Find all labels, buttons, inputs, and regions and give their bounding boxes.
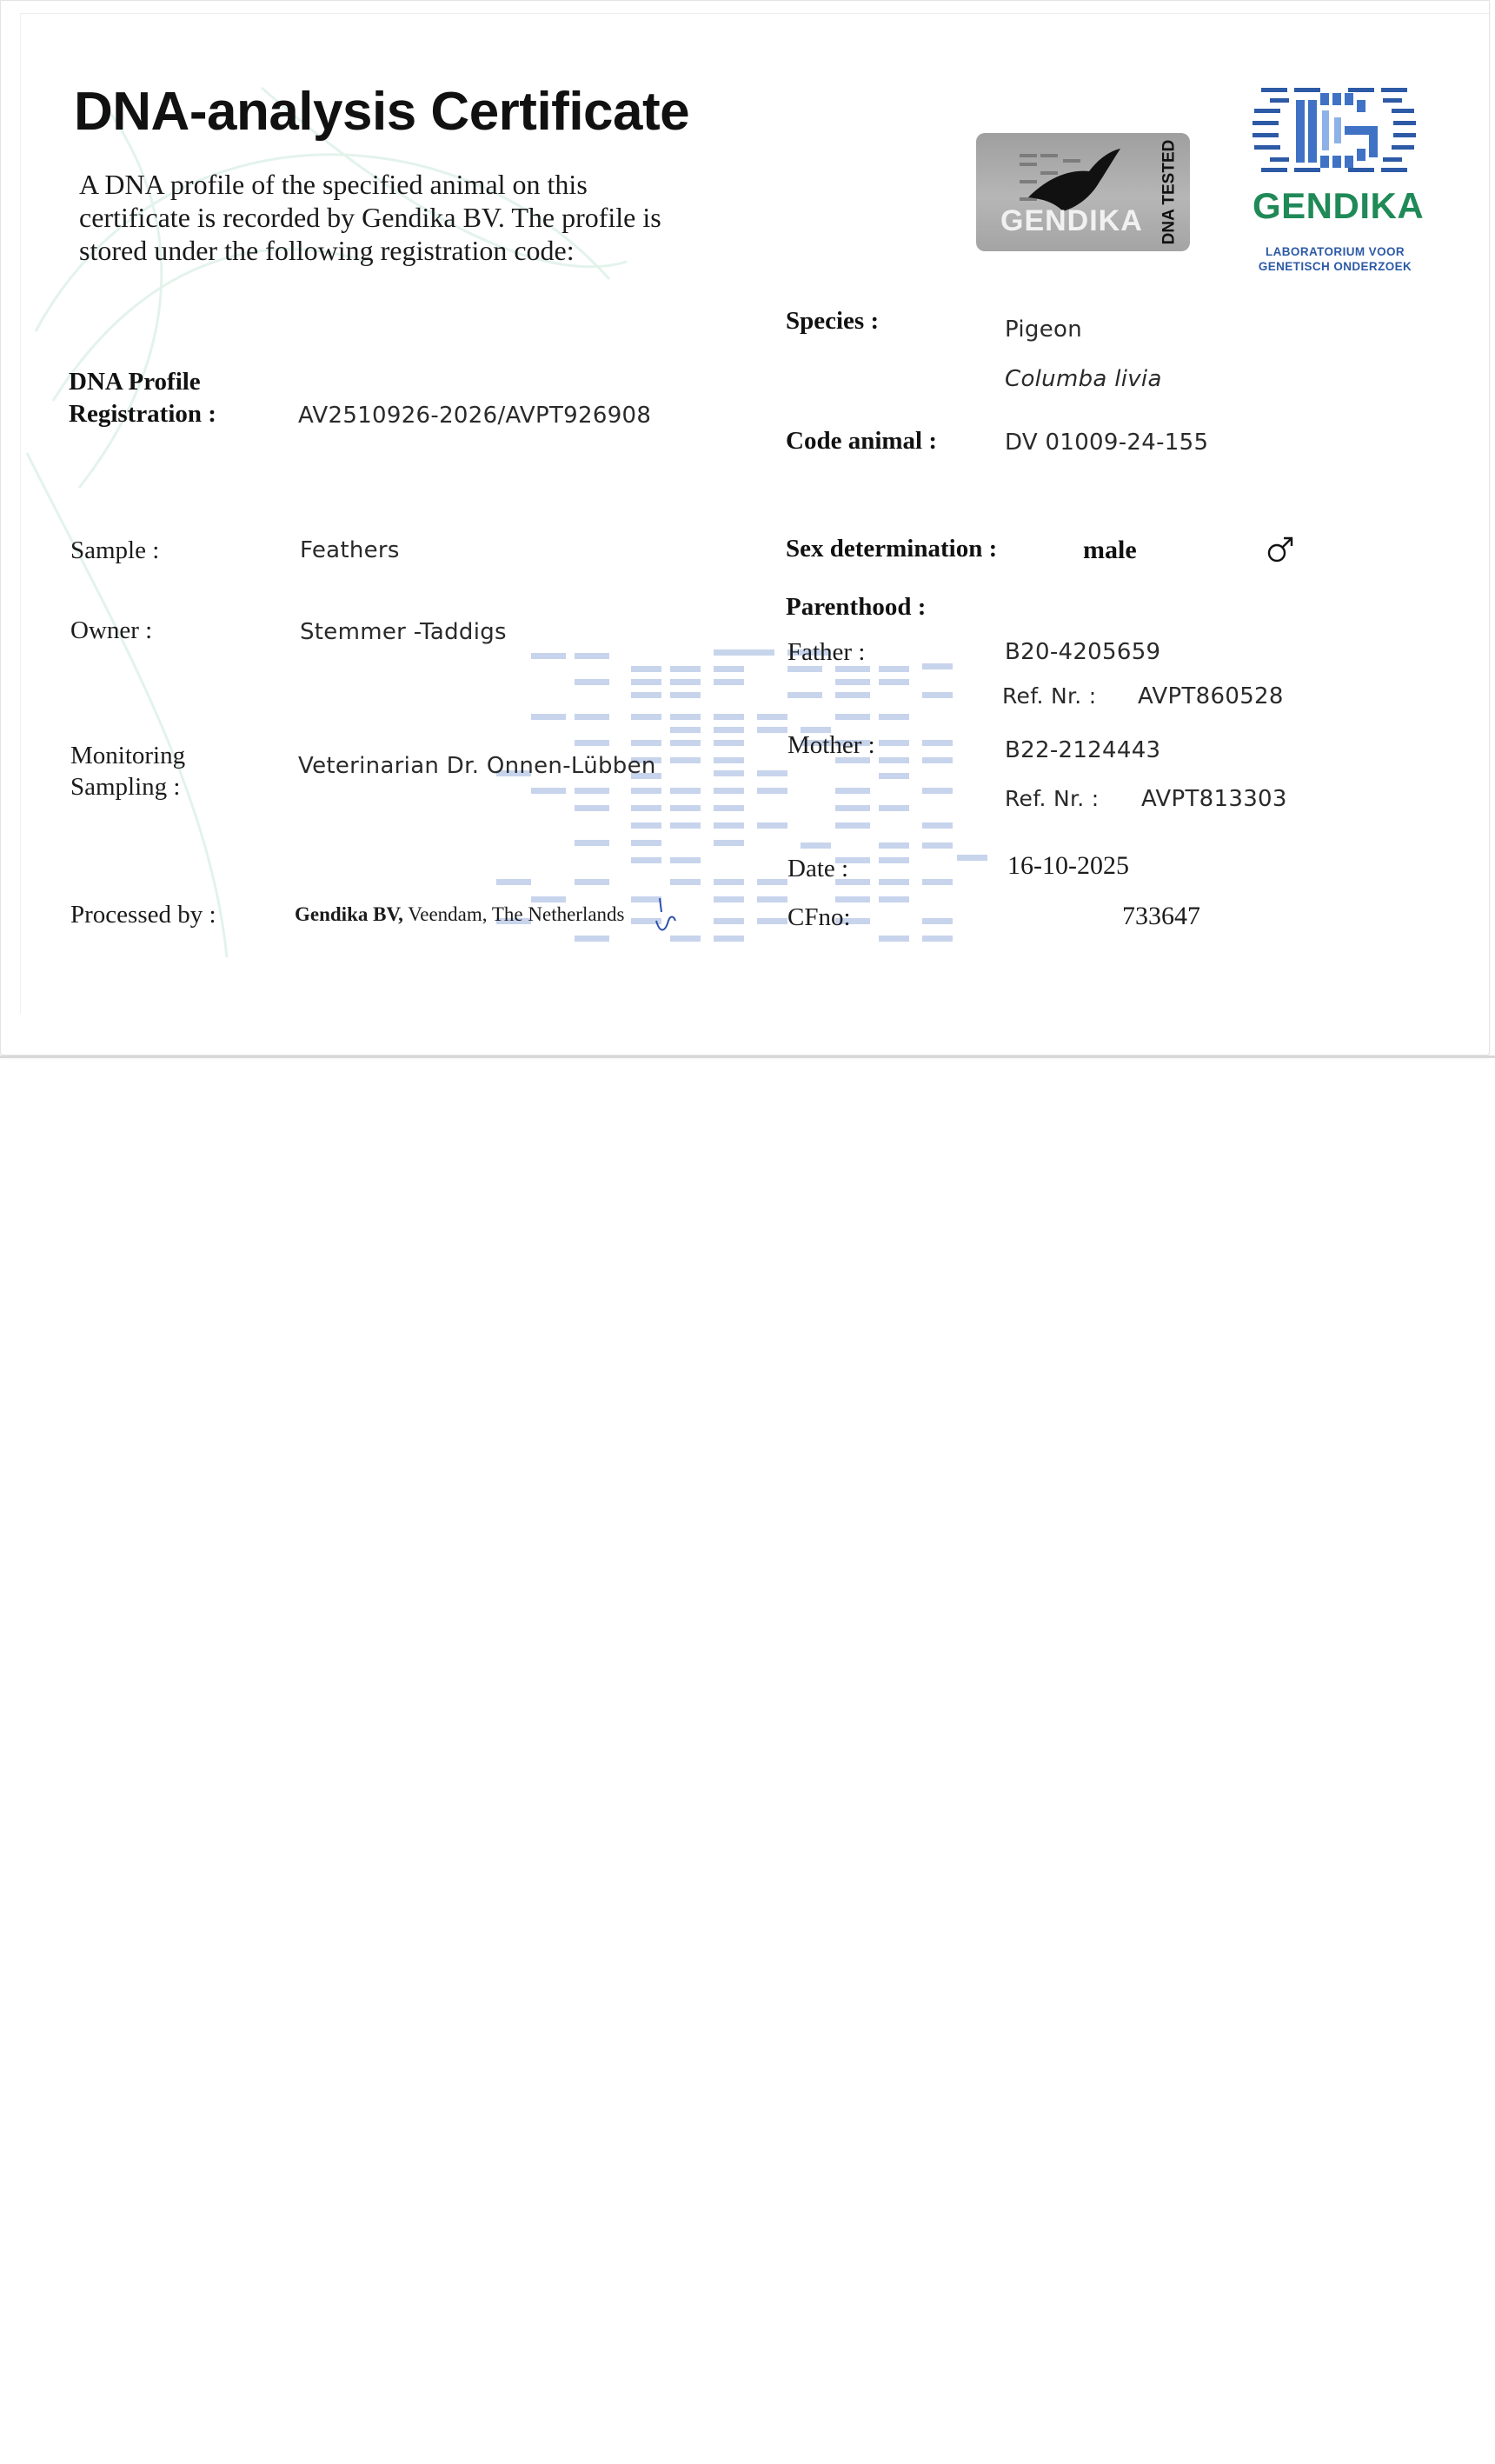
gendika-logo (1252, 83, 1425, 283)
species-latin: Columba livia (1005, 366, 1162, 392)
cfno-value: 733647 (1122, 902, 1200, 930)
brand-name: GENDIKA (1252, 185, 1425, 226)
species-value: Pigeon (1005, 316, 1083, 343)
monitoring-label: Monitoring (70, 742, 186, 769)
badge-side-text: DNA TESTED (1159, 139, 1179, 245)
processed-company: Gendika BV, (295, 903, 403, 925)
sample-label: Sample : (70, 536, 160, 564)
mother-ref-value: AVPT813303 (1141, 786, 1287, 812)
dna-profile-label: DNA Profile (69, 368, 201, 396)
father-label: Father : (787, 638, 866, 666)
species-label: Species : (786, 307, 880, 335)
processed-place: Veendam, The Netherlands (408, 903, 625, 925)
registration-label: Registration : (69, 400, 216, 428)
brand-subtitle (1252, 244, 1418, 274)
owner-value: Stemmer -Taddigs (300, 619, 507, 645)
brand-subtitle-line1: LABORATORIUM VOOR (1265, 245, 1405, 258)
certificate-title: DNA-analysis Certificate (74, 82, 690, 142)
mother-value: B22-2124443 (1005, 737, 1161, 763)
mother-label: Mother : (787, 731, 875, 759)
owner-label: Owner : (70, 616, 153, 644)
sex-value: male (1083, 536, 1137, 564)
code-animal-label: Code animal : (786, 427, 937, 455)
father-ref-label: Ref. Nr. : (1002, 683, 1097, 709)
parenthood-label: Parenthood : (786, 593, 927, 621)
gendika-g-logo-icon (1252, 83, 1418, 178)
certificate-intro: A DNA profile of the specified animal on this certificate is recorded by Gendika BV. The profile is stored under the following registration code: (79, 169, 661, 266)
sampling-label: Sampling : (70, 773, 181, 801)
sample-value: Feathers (300, 537, 400, 563)
cfno-label: CFno: (787, 903, 851, 931)
code-animal-value: DV 01009-24-155 (1005, 430, 1209, 456)
processed-value (295, 903, 625, 926)
handwritten-mark (653, 896, 679, 935)
brand-subtitle-line2: GENETISCH ONDERZOEK (1258, 260, 1412, 273)
badge-word: GENDIKA (1000, 204, 1143, 237)
certificate-card (0, 0, 1490, 1056)
registration-value: AV2510926-2026/AVPT926908 (298, 403, 652, 429)
sex-determination-label: Sex determination : (786, 535, 998, 563)
father-value: B20-4205659 (1005, 639, 1161, 665)
card-edge-shadow (0, 1056, 1495, 1058)
male-symbol-icon (1266, 535, 1295, 564)
monitoring-value: Veterinarian Dr. Onnen-Lübben (298, 753, 656, 779)
date-value: 16-10-2025 (1007, 851, 1129, 880)
dna-tested-badge (976, 133, 1190, 251)
processed-label: Processed by : (70, 901, 216, 929)
mother-ref-label: Ref. Nr. : (1005, 786, 1100, 811)
badge-side-text-box (1152, 139, 1186, 245)
father-ref-value: AVPT860528 (1138, 683, 1284, 709)
date-label: Date : (787, 855, 849, 882)
